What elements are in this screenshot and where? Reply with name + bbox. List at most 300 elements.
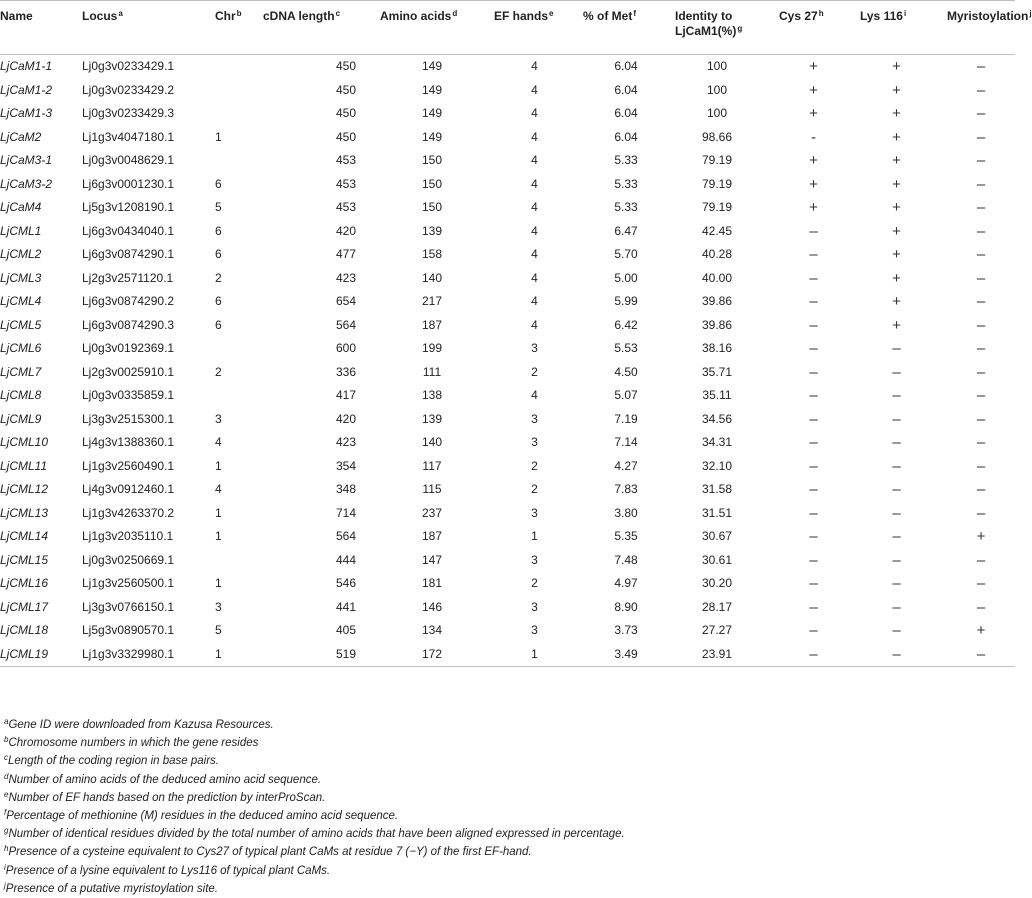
cell-amino-acids: 139 — [421, 223, 443, 238]
cell-cdna-length: 453 — [335, 200, 356, 214]
cell-chr: 1 — [215, 129, 222, 144]
cell-identity: 34.56 — [701, 411, 733, 426]
cell-cys27: – — [809, 622, 818, 639]
cell-lys116: + — [892, 105, 901, 122]
col-header-myristoylation: Myristoylation$^j$ — [947, 1, 1015, 55]
cell-cys27: – — [809, 457, 818, 475]
footnote-text: Number of amino acids of the deduced amino acid sequence. — [8, 773, 322, 786]
cell-met: 4.27 — [614, 458, 638, 473]
cell-identity: 100 — [706, 82, 728, 97]
cell-myristoylation: – — [976, 504, 986, 522]
cell-cys27: – — [809, 363, 818, 381]
cell-chr: 2 — [215, 364, 222, 379]
cell-amino-acids: 140 — [421, 435, 443, 449]
cell-cdna-length: 519 — [263, 643, 380, 667]
cell-lys116: – — [892, 598, 901, 616]
cell-identity: 42.45 — [701, 223, 733, 238]
cell-met: 7.14 — [614, 435, 638, 449]
col-header-identity: Identity to LjCaM1(%)$^g$ — [675, 1, 779, 55]
cell-cdna-length: 546 — [335, 576, 356, 590]
table-row — [0, 619, 1015, 643]
footnote — [3, 825, 625, 843]
col-header-chr: Chr$^b$ — [215, 1, 263, 55]
cell-cdna-length: 450 — [335, 59, 356, 73]
cell-cdna-length: 420 — [335, 223, 356, 238]
cell-locus: Lj0g3v0233429.1 — [82, 59, 175, 73]
cell-ef-hands: 4 — [531, 247, 538, 261]
cell-cdna-length: 444 — [335, 552, 356, 567]
cell-ef-hands: 2 — [531, 458, 538, 473]
cell-met: 6.04 — [614, 82, 638, 97]
footnote-mark: d — [4, 771, 9, 781]
cell-identity: 35.11 — [702, 388, 732, 402]
cell-identity: 79.19 — [701, 153, 733, 167]
cell-name: LjCaM1-3 — [0, 106, 53, 120]
cell-locus: Lj1g3v4263370.2 — [82, 505, 175, 520]
cell-cdna-length: 564 — [335, 317, 356, 332]
cell-lys116: + — [892, 316, 901, 334]
cell-name: LjCaM1-2 — [0, 82, 53, 97]
cell-name: LjCaM3-2 — [0, 176, 53, 191]
cell-identity: 35.71 — [701, 364, 733, 379]
cell-locus: Lj2g3v2571120.1 — [82, 270, 174, 285]
cell-lys116: + — [892, 128, 901, 146]
cell-chr: 6 — [215, 247, 222, 261]
table-body — [0, 55, 1015, 667]
table-row — [0, 455, 1015, 479]
footnote-text: Chromosome numbers in which the gene resides — [8, 737, 259, 750]
cell-cys27: + — [809, 175, 818, 193]
cell-name: LjCML17 — [0, 599, 49, 614]
cell-name: LjCML18 — [0, 623, 49, 637]
col-header-amino-acids: Amino acids$^d$ — [380, 1, 494, 55]
cell-chr: 4 — [215, 482, 222, 496]
footnote-mark: j — [4, 880, 6, 890]
cell-myristoylation: – — [976, 152, 986, 169]
cell-ef-hands: 4 — [531, 59, 538, 73]
cell-met: 6.04 — [614, 59, 638, 73]
cell-myristoylation: – — [976, 222, 986, 240]
cell-lys116: + — [892, 293, 901, 310]
cell-myristoylation: – — [976, 551, 986, 569]
cell-met: 4.50 — [614, 364, 638, 379]
cell-ef-hands: 3 — [531, 411, 538, 426]
cell-chr: 5 — [215, 200, 222, 214]
cell-myristoylation: – — [976, 434, 986, 451]
cell-ef-hands: 2 — [531, 482, 538, 496]
table-row — [0, 478, 1015, 502]
cell-name: LjCaM4 — [0, 200, 42, 214]
header-row — [0, 1, 1015, 55]
cell-amino-acids: 134 — [421, 623, 443, 637]
cell-cdna-length: 714 — [335, 505, 356, 520]
cell-identity: 38.16 — [701, 341, 733, 355]
cell-identity: 31.58 — [701, 482, 733, 496]
cell-ef-hands: 3 — [531, 599, 538, 614]
cell-chr — [215, 149, 263, 173]
cell-cdna-length: 441 — [335, 599, 356, 614]
cell-amino-acids: 158 — [421, 247, 443, 261]
cell-cys27: – — [809, 387, 818, 404]
footnote — [3, 807, 625, 825]
cell-lys116: + — [892, 81, 901, 99]
cell-met: 6.47 — [614, 223, 638, 238]
cell-ef-hands: 2 — [531, 576, 538, 590]
cell-ef-hands: 4 — [531, 82, 538, 97]
cell-amino-acids: 146 — [421, 599, 443, 614]
cell-met: 6.42 — [614, 317, 638, 332]
cell-lys116: + — [892, 246, 901, 263]
table-row — [0, 643, 1015, 667]
cell-lys116: – — [892, 457, 901, 475]
cell-met: 5.99 — [614, 294, 638, 308]
cell-cdna-length: 450 — [335, 106, 356, 120]
footnote-mark: e — [4, 789, 9, 799]
cell-chr: 4 — [215, 435, 222, 449]
cell-identity: 100 — [706, 106, 728, 120]
cell-ef-hands: 4 — [531, 176, 538, 191]
cell-locus: Lj3g3v2515300.1 — [82, 411, 175, 426]
cell-cys27: + — [809, 105, 818, 122]
cell-locus: Lj0g3v0233429.2 — [82, 82, 175, 97]
cell-locus: Lj6g3v0434040.1 — [82, 223, 175, 238]
cell-met: 3.49 — [583, 643, 675, 667]
table-row — [0, 220, 1015, 244]
footnote — [3, 789, 625, 807]
cell-ef-hands: 4 — [531, 270, 538, 285]
cell-cys27: + — [809, 58, 818, 75]
cell-identity: 32.10 — [701, 458, 733, 473]
table-row — [0, 572, 1015, 596]
cell-chr — [215, 102, 263, 126]
cell-chr: 1 — [215, 458, 222, 473]
table-row — [0, 126, 1015, 150]
table-row — [0, 431, 1015, 455]
cell-cys27: – — [779, 643, 860, 667]
cell-identity: 40.00 — [701, 270, 733, 285]
cell-cys27: – — [809, 222, 818, 240]
cell-name: LjCaM3-1 — [0, 153, 53, 167]
cell-ef-hands: 4 — [531, 129, 538, 144]
cell-amino-acids: 138 — [421, 388, 443, 402]
cell-locus: Lj0g3v0250669.1 — [82, 552, 175, 567]
cell-cdna-length: 453 — [335, 153, 356, 167]
cell-myristoylation: + — [976, 528, 986, 545]
cell-lys116: – — [892, 410, 901, 428]
cell-cys27: – — [809, 481, 818, 498]
cell-name: LjCML16 — [0, 576, 49, 590]
cell-cdna-length: 654 — [335, 294, 356, 308]
cell-myristoylation: – — [976, 481, 986, 498]
footnote-mark: h — [4, 844, 9, 854]
cell-locus: Lj4g3v0912460.1 — [82, 482, 175, 496]
cell-cdna-length: 423 — [335, 435, 356, 449]
cell-cdna-length: 453 — [335, 176, 356, 191]
footnote-text: Presence of a lysine equivalent to Lys116 of typical plant CaMs. — [5, 864, 331, 877]
cell-name: LjCaM2 — [0, 129, 42, 144]
col-header-name: Name — [0, 1, 82, 55]
cell-identity: 30.67 — [701, 529, 733, 543]
table-row — [0, 502, 1015, 526]
cell-amino-acids: 187 — [421, 529, 443, 543]
cell-myristoylation: – — [976, 246, 986, 263]
cell-myristoylation: – — [976, 363, 986, 381]
cell-locus: Lj3g3v0766150.1 — [82, 599, 175, 614]
footnote — [3, 862, 625, 880]
cell-name: LjCML19 — [0, 643, 82, 667]
cell-chr: 5 — [215, 623, 222, 637]
cell-identity: 23.91 — [675, 643, 779, 667]
cell-lys116: – — [892, 551, 901, 569]
cell-chr — [215, 79, 263, 103]
cell-chr: 2 — [215, 270, 222, 285]
cell-chr — [215, 549, 263, 573]
cell-cys27: + — [809, 81, 818, 99]
footnote-text: Percentage of methionine (M) residues in the deduced amino acid sequence. — [6, 810, 399, 823]
cell-cdna-length: 405 — [335, 623, 356, 637]
footnote-text: Presence of a cysteine equivalent to Cys27 of typical plant CaMs at residue 7 (−Y) of the first EF-hand. — [8, 846, 532, 859]
cell-myristoylation: – — [976, 105, 986, 122]
cell-identity: 28.17 — [701, 599, 733, 614]
footnote-text: Presence of a putative myristoylation site. — [5, 882, 218, 895]
cell-met: 4.97 — [614, 576, 638, 590]
cell-myristoylation: – — [976, 81, 986, 99]
cell-cdna-length: 450 — [335, 82, 356, 97]
cell-myristoylation: – — [947, 643, 1015, 667]
cell-locus: Lj5g3v0890570.1 — [82, 623, 175, 637]
cell-chr: 3 — [215, 411, 222, 426]
table-row — [0, 55, 1015, 79]
cell-cdna-length: 564 — [335, 529, 356, 543]
cell-name: LjCML12 — [0, 482, 49, 496]
cell-cdna-length: 417 — [335, 388, 356, 402]
cell-amino-acids: 237 — [421, 505, 443, 520]
cell-met: 5.70 — [614, 247, 638, 261]
cell-chr: 1 — [215, 643, 263, 667]
cell-myristoylation: – — [976, 128, 986, 146]
cell-name: LjCML15 — [0, 552, 49, 567]
cell-ef-hands: 4 — [531, 106, 538, 120]
cell-myristoylation: – — [976, 598, 986, 616]
cell-ef-hands: 1 — [531, 529, 538, 543]
cell-lys116: – — [860, 643, 947, 667]
cell-locus: Lj0g3v0233429.3 — [82, 106, 175, 120]
cell-identity: 30.61 — [701, 552, 733, 567]
cell-amino-acids: 149 — [421, 59, 443, 73]
cell-met: 7.19 — [614, 411, 638, 426]
footnote — [3, 734, 625, 752]
cell-amino-acids: 187 — [421, 317, 443, 332]
cell-amino-acids: 139 — [421, 411, 443, 426]
footnote — [3, 716, 625, 734]
cell-amino-acids: 147 — [421, 552, 443, 567]
cell-chr: 1 — [215, 529, 222, 543]
cell-cys27: – — [809, 504, 818, 522]
cell-chr: 6 — [215, 317, 222, 332]
cell-cys27: – — [809, 551, 818, 569]
cell-locus: Lj1g3v2035110.1 — [82, 529, 174, 543]
cell-met: 8.90 — [614, 599, 638, 614]
cell-lys116: + — [892, 199, 901, 216]
cell-met: 5.35 — [614, 529, 638, 543]
cell-cys27: – — [809, 293, 818, 310]
cell-name: LjCML3 — [0, 270, 42, 285]
cell-lys116: – — [892, 340, 901, 357]
cell-myristoylation: – — [976, 199, 986, 216]
cell-locus: Lj0g3v0048629.1 — [82, 153, 175, 167]
cell-identity: 27.27 — [701, 623, 733, 637]
footnote-text: Gene ID were downloaded from Kazusa Resources. — [8, 719, 274, 731]
cell-ef-hands: 3 — [531, 552, 538, 567]
cell-lys116: + — [892, 152, 901, 169]
table-row — [0, 196, 1015, 220]
footnote — [3, 880, 625, 898]
cell-chr: 6 — [215, 176, 222, 191]
cell-myristoylation: – — [976, 269, 986, 287]
cell-locus: Lj6g3v0001230.1 — [82, 176, 175, 191]
cell-chr: 3 — [215, 599, 222, 614]
cell-lys116: – — [892, 387, 901, 404]
table-row — [0, 384, 1015, 408]
cell-cys27: – — [809, 246, 818, 263]
cell-locus: Lj1g3v3329980.1 — [82, 643, 215, 667]
cell-name: LjCML8 — [0, 388, 42, 402]
cell-ef-hands: 3 — [531, 435, 538, 449]
col-header-cdna-length: cDNA length$^c$ — [263, 1, 380, 55]
cell-met: 7.48 — [614, 552, 638, 567]
cell-cdna-length: 336 — [335, 364, 356, 379]
table-row — [0, 243, 1015, 267]
cell-myristoylation: – — [976, 457, 986, 475]
cell-ef-hands: 1 — [494, 643, 583, 667]
cell-amino-acids: 149 — [421, 82, 443, 97]
cell-locus: Lj5g3v1208190.1 — [82, 200, 175, 214]
cell-met: 3.80 — [614, 505, 638, 520]
cell-met: 5.33 — [614, 176, 638, 191]
cell-cys27: + — [809, 152, 818, 169]
table-row — [0, 337, 1015, 361]
cell-chr — [215, 337, 263, 361]
cell-identity: 40.28 — [701, 247, 733, 261]
table-row — [0, 525, 1015, 549]
cell-name: LjCaM1-1 — [0, 59, 53, 73]
col-header-met: % of Met$^f$ — [583, 1, 675, 55]
cell-identity: 30.20 — [701, 576, 733, 590]
cell-lys116: – — [892, 575, 901, 592]
cell-chr: 1 — [215, 505, 222, 520]
cell-locus: Lj1g3v2560490.1 — [82, 458, 175, 473]
cell-met: 6.04 — [614, 129, 638, 144]
cell-cys27: – — [809, 316, 818, 334]
cell-lys116: – — [892, 363, 901, 381]
cell-lys116: + — [892, 222, 901, 240]
cell-myristoylation: – — [976, 410, 986, 428]
cell-locus: Lj1g3v2560500.1 — [82, 576, 175, 590]
cell-amino-acids: 150 — [421, 200, 443, 214]
cell-cdna-length: 477 — [335, 247, 356, 261]
cell-cys27: – — [809, 340, 818, 357]
cell-ef-hands: 2 — [531, 364, 538, 379]
cell-locus: Lj6g3v0874290.3 — [82, 317, 175, 332]
cell-identity: 34.31 — [701, 435, 733, 449]
cell-cdna-length: 420 — [335, 411, 356, 426]
cell-name: LjCML11 — [0, 458, 48, 473]
cell-locus: Lj1g3v4047180.1 — [82, 129, 175, 144]
cell-ef-hands: 4 — [531, 388, 538, 402]
cell-name: LjCML13 — [0, 505, 49, 520]
cell-myristoylation: – — [976, 575, 986, 592]
cell-met: 7.83 — [614, 482, 638, 496]
cell-identity: 98.66 — [701, 129, 733, 144]
cell-lys116: + — [892, 269, 901, 287]
cell-locus: Lj0g3v0192369.1 — [82, 341, 175, 355]
cell-cys27: – — [809, 434, 818, 451]
cell-identity: 31.51 — [701, 505, 733, 520]
col-header-locus: Locus$^a$ — [82, 1, 215, 55]
footnote-text: Number of identical residues divided by the total number of amino acids that have been aligned expressed in percentage. — [8, 828, 625, 841]
cell-name: LjCML4 — [0, 294, 42, 308]
cell-amino-acids: 150 — [421, 176, 443, 191]
cell-amino-acids: 115 — [422, 482, 442, 496]
cell-myristoylation: + — [976, 622, 986, 639]
col-header-lys116: Lys 116$^i$ — [860, 1, 947, 55]
cell-amino-acids: 117 — [422, 458, 442, 473]
col-header-cys27: Cys 27$^h$ — [779, 1, 860, 55]
cell-amino-acids: 140 — [421, 270, 443, 285]
cell-ef-hands: 4 — [531, 200, 538, 214]
cell-met: 5.33 — [614, 153, 638, 167]
cell-locus: Lj6g3v0874290.1 — [82, 247, 175, 261]
cell-amino-acids: 199 — [421, 341, 443, 355]
cell-locus: Lj4g3v1388360.1 — [82, 435, 175, 449]
footnote — [3, 752, 625, 770]
cell-cys27: – — [809, 598, 818, 616]
cell-cdna-length: 348 — [335, 482, 356, 496]
cell-cys27: + — [809, 199, 818, 216]
cell-name: LjCML9 — [0, 411, 42, 426]
footnote — [3, 843, 625, 861]
cell-cdna-length: 450 — [335, 129, 356, 144]
cell-cys27: – — [809, 575, 818, 592]
cell-met: 6.04 — [614, 106, 638, 120]
footnote-mark: f — [4, 808, 7, 818]
cell-chr: 1 — [215, 576, 222, 590]
table-row — [0, 102, 1015, 126]
cell-met: 5.53 — [614, 341, 638, 355]
cell-amino-acids: 149 — [421, 129, 443, 144]
cell-name: LjCML5 — [0, 317, 42, 332]
cell-cys27: - — [811, 128, 816, 146]
cell-cdna-length: 423 — [335, 270, 356, 285]
cell-locus: Lj2g3v0025910.1 — [82, 364, 175, 379]
cell-met: 5.33 — [614, 200, 638, 214]
cell-amino-acids: 111 — [422, 364, 442, 379]
table-row — [0, 549, 1015, 573]
cell-name: LjCML14 — [0, 529, 49, 543]
cell-lys116: – — [892, 504, 901, 522]
cell-identity: 39.86 — [701, 317, 733, 332]
cell-ef-hands: 4 — [531, 294, 538, 308]
cell-met: 5.07 — [614, 388, 638, 402]
cell-ef-hands: 3 — [531, 341, 538, 355]
table-row — [0, 290, 1015, 314]
table-row — [0, 173, 1015, 197]
footnote-mark: g — [4, 826, 9, 836]
cell-name: LjCML1 — [0, 223, 42, 238]
cell-identity: 39.86 — [701, 294, 733, 308]
cell-lys116: + — [892, 175, 901, 193]
cell-ef-hands: 4 — [531, 317, 538, 332]
